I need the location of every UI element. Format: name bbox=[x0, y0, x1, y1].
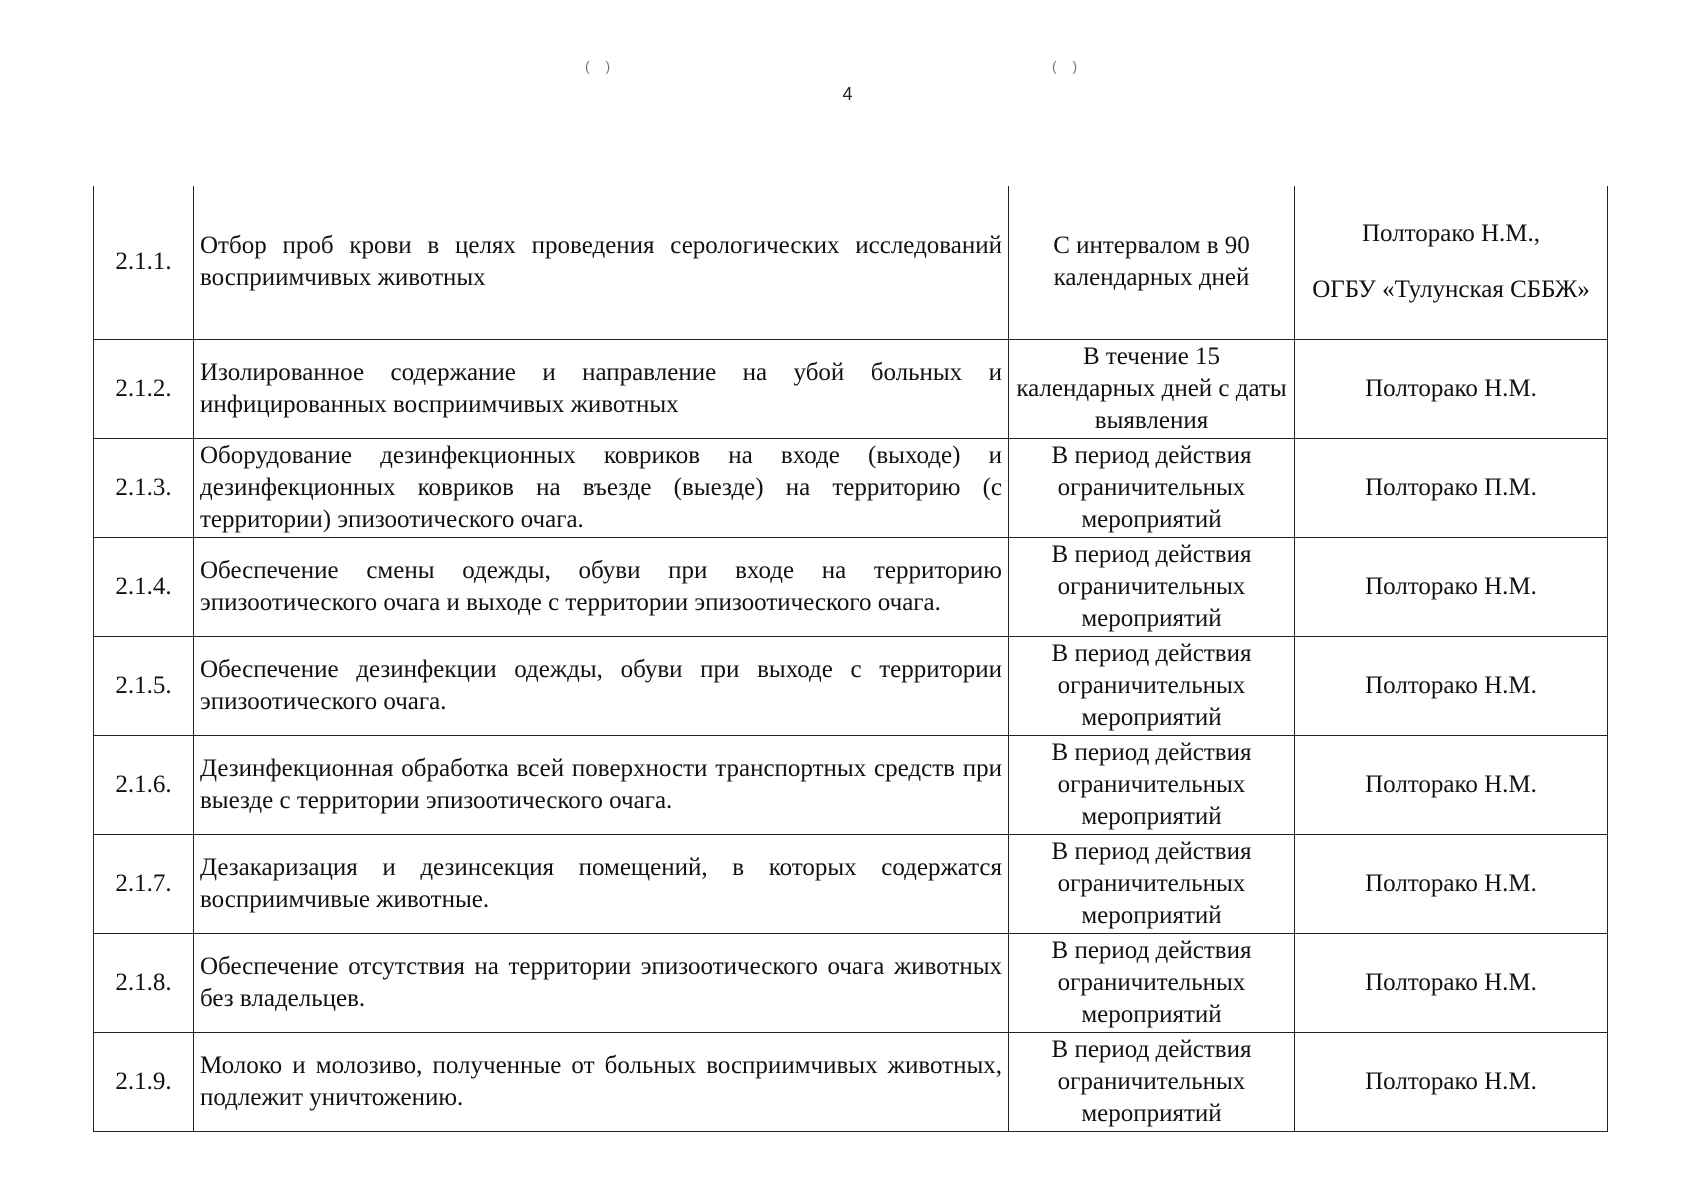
page-number: 4 bbox=[842, 84, 853, 104]
row-number: 2.1.4. bbox=[94, 537, 194, 636]
row-number: 2.1.2. bbox=[94, 339, 194, 438]
measure-responsible: Полторако П.М. bbox=[1295, 438, 1608, 537]
measure-responsible: Полторако Н.М. bbox=[1295, 339, 1608, 438]
table-row bbox=[94, 933, 1608, 1032]
table-row bbox=[94, 1032, 1608, 1131]
row-number: 2.1.8. bbox=[94, 933, 194, 1032]
measure-description: Дезакаризация и дезинсекция помещений, в которых содержатся восприимчивые животные. bbox=[194, 834, 1009, 933]
measure-term: В период действия ограничительных мероприятий bbox=[1009, 438, 1295, 537]
measure-term: В течение 15 календарных дней с даты выявления bbox=[1009, 339, 1295, 438]
row-number: 2.1.7. bbox=[94, 834, 194, 933]
responsible-line: ОГБУ «Тулунская СББЖ» bbox=[1312, 276, 1590, 304]
measure-responsible: Полторако Н.М. bbox=[1295, 1032, 1608, 1131]
measure-responsible: Полторако Н.М. bbox=[1295, 834, 1608, 933]
row-number: 2.1.3. bbox=[94, 438, 194, 537]
row-number: 2.1.9. bbox=[94, 1032, 194, 1131]
measure-term: С интервалом в 90 календарных дней bbox=[1009, 186, 1295, 339]
measure-description: Обеспечение дезинфекции одежды, обуви при выходе с территории эпизоотического очага. bbox=[194, 636, 1009, 735]
measure-description: Оборудование дезинфекционных ковриков на входе (выходе) и дезинфекционных ковриков на въезде (выезде) на территорию (с территории) эпизоотического очага. bbox=[194, 438, 1009, 537]
measure-description: Отбор проб крови в целях проведения серологических исследований восприимчивых животных bbox=[194, 186, 1009, 339]
measure-term: В период действия ограничительных мероприятий bbox=[1009, 537, 1295, 636]
responsible-line: Полторако Н.М., bbox=[1361, 220, 1541, 248]
measure-responsible bbox=[1295, 186, 1608, 339]
table-row bbox=[94, 537, 1608, 636]
measure-term: В период действия ограничительных мероприятий bbox=[1009, 834, 1295, 933]
measure-responsible: Полторако Н.М. bbox=[1295, 735, 1608, 834]
table-row bbox=[94, 636, 1608, 735]
measure-responsible: Полторако Н.М. bbox=[1295, 636, 1608, 735]
measure-description: Обеспечение смены одежды, обуви при входе на территорию эпизоотического очага и выходе с территории эпизоотического очага. bbox=[194, 537, 1009, 636]
row-number: 2.1.1. bbox=[94, 186, 194, 339]
punch-mark-left: ( ) bbox=[585, 58, 617, 74]
measures-table bbox=[93, 186, 1608, 1132]
measure-term: В период действия ограничительных мероприятий bbox=[1009, 933, 1295, 1032]
measure-description: Изолированное содержание и направление на убой больных и инфицированных восприимчивых животных bbox=[194, 339, 1009, 438]
measure-description: Дезинфекционная обработка всей поверхности транспортных средств при выезде с территории эпизоотического очага. bbox=[194, 735, 1009, 834]
table-row bbox=[94, 339, 1608, 438]
measure-description: Обеспечение отсутствия на территории эпизоотического очага животных без владельцев. bbox=[194, 933, 1009, 1032]
table-row bbox=[94, 834, 1608, 933]
punch-mark-right: ( ) bbox=[1052, 58, 1084, 74]
table-row bbox=[94, 438, 1608, 537]
measure-term: В период действия ограничительных мероприятий bbox=[1009, 735, 1295, 834]
measure-responsible: Полторако Н.М. bbox=[1295, 537, 1608, 636]
measure-term: В период действия ограничительных мероприятий bbox=[1009, 1032, 1295, 1131]
measure-responsible: Полторако Н.М. bbox=[1295, 933, 1608, 1032]
row-number: 2.1.5. bbox=[94, 636, 194, 735]
table-row bbox=[94, 186, 1608, 339]
row-number: 2.1.6. bbox=[94, 735, 194, 834]
table-row bbox=[94, 735, 1608, 834]
measure-description: Молоко и молозиво, полученные от больных восприимчивых животных, подлежит уничтожению. bbox=[194, 1032, 1009, 1131]
measure-term: В период действия ограничительных мероприятий bbox=[1009, 636, 1295, 735]
